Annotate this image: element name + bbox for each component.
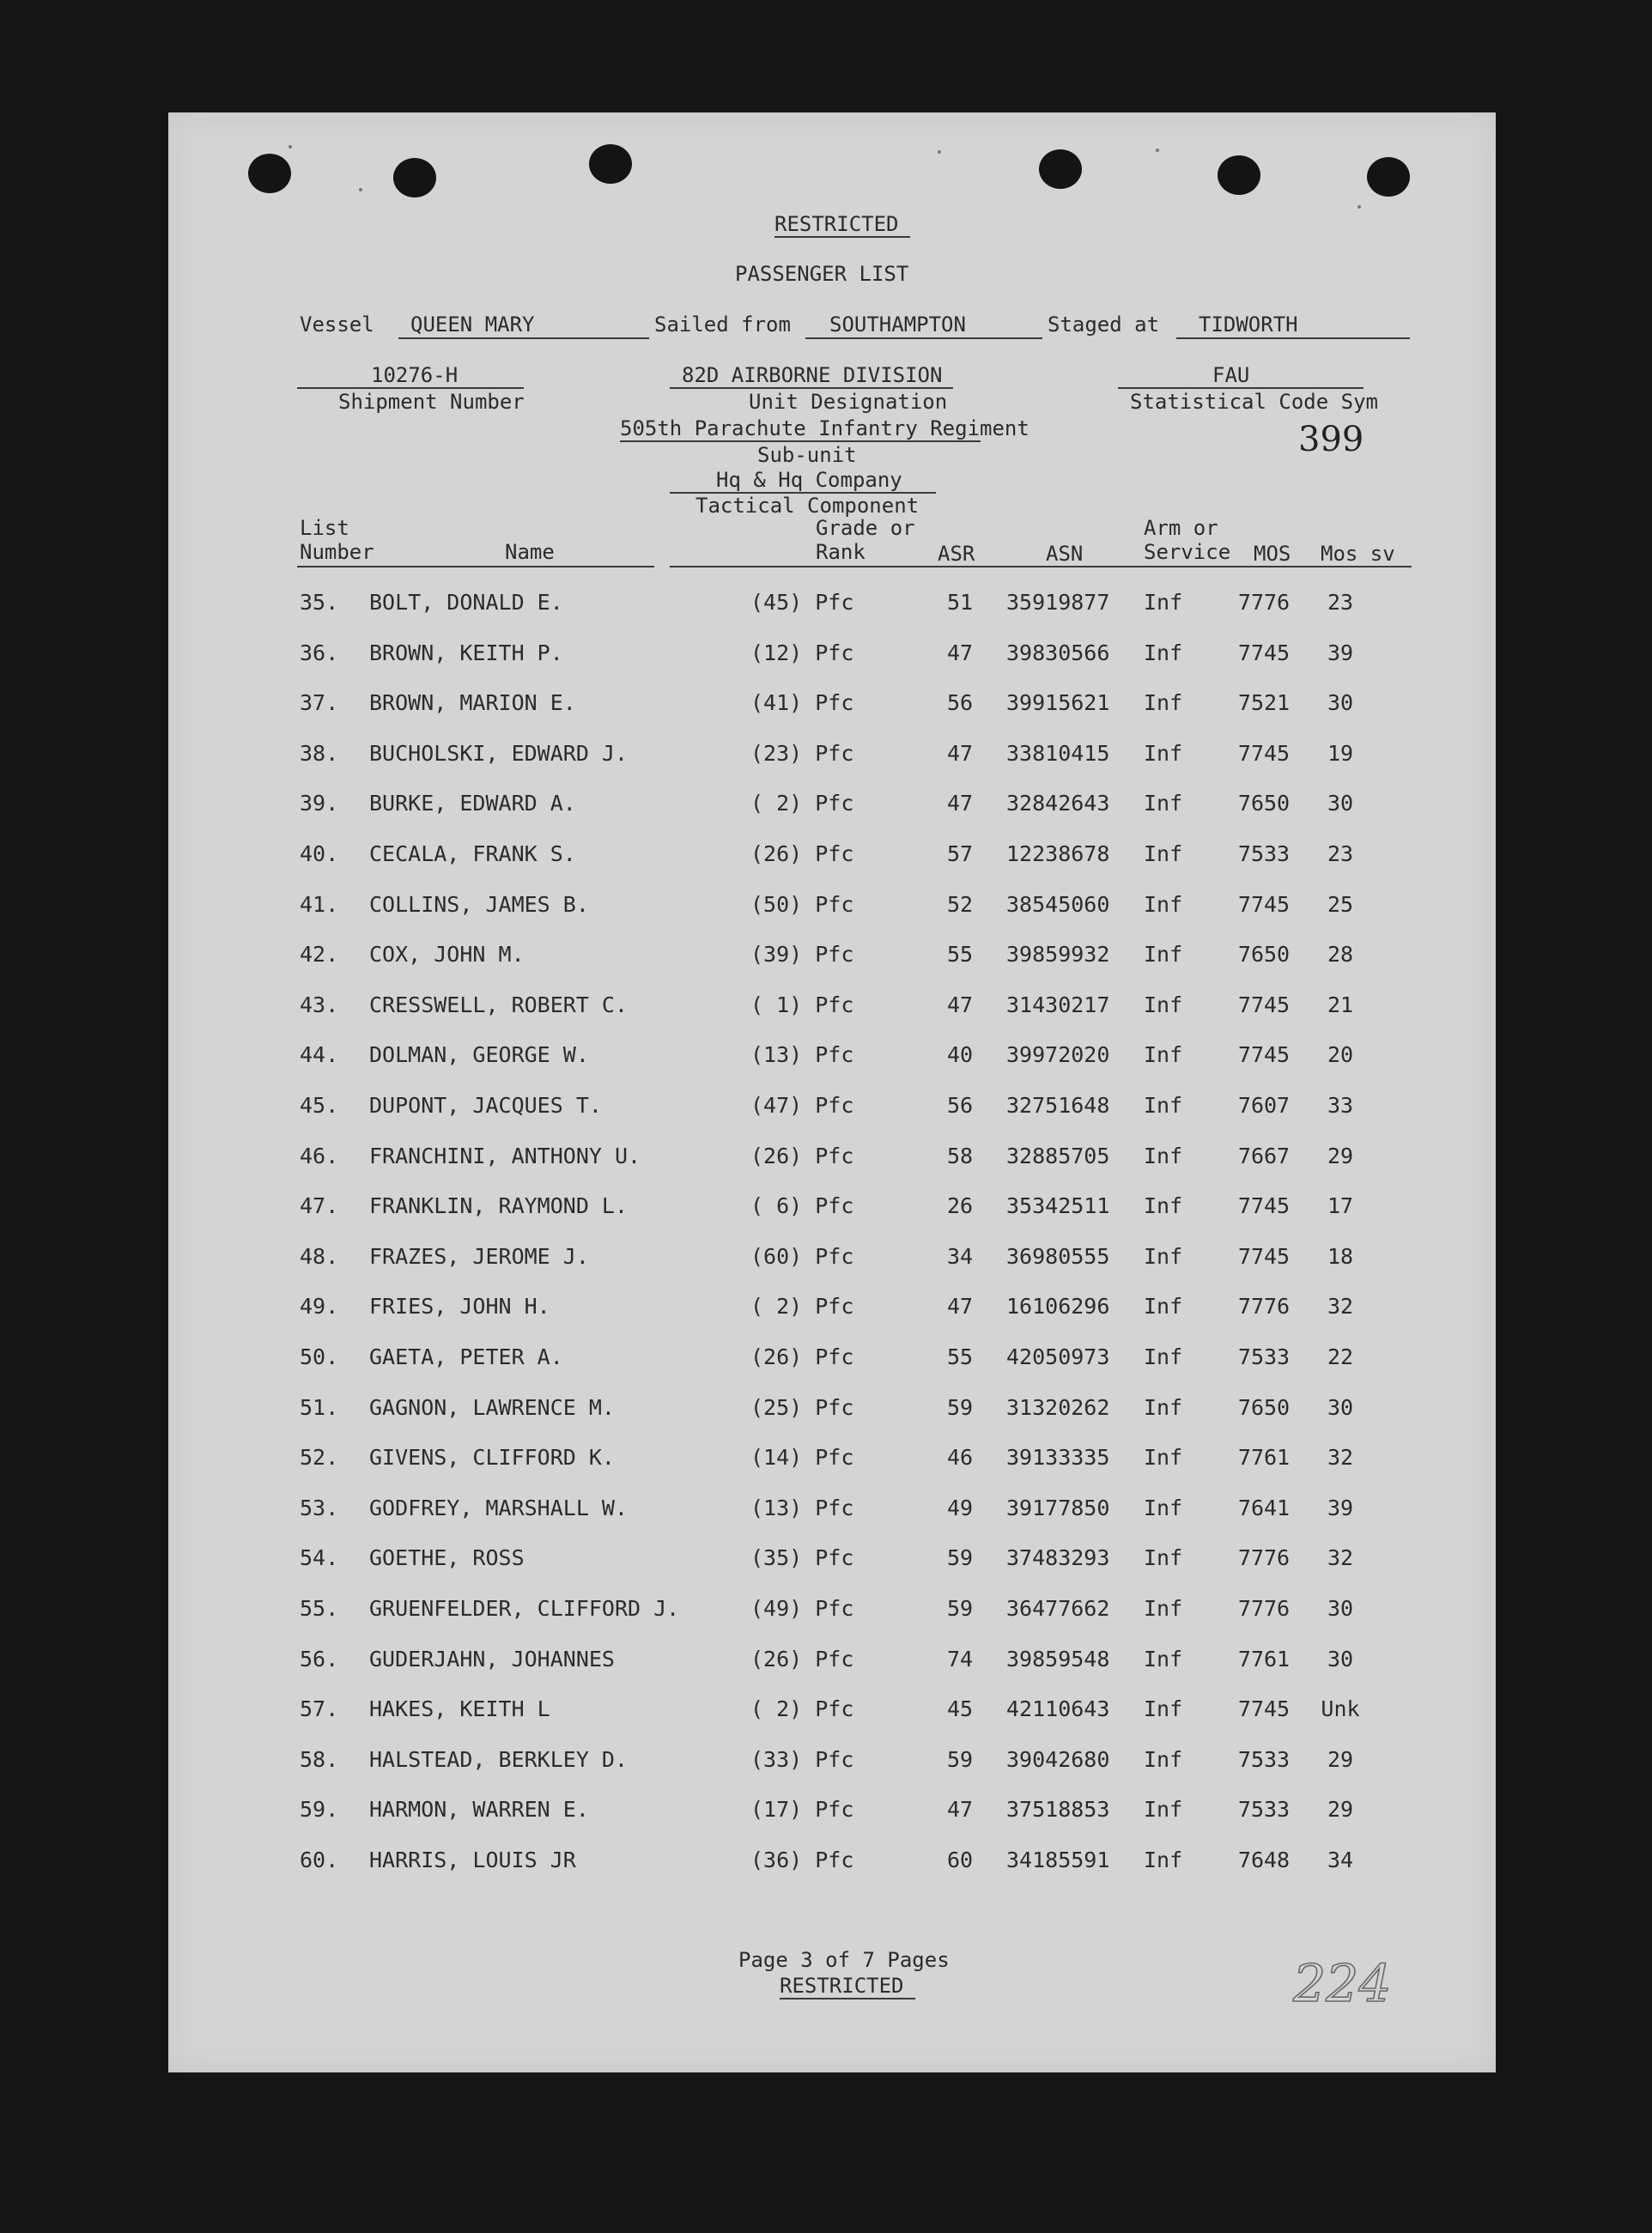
table-row (168, 1596, 1496, 1630)
list-number: 39. (300, 791, 339, 816)
passenger-name: DOLMAN, GEORGE W. (369, 1042, 589, 1068)
sailed-label: Sailed from (654, 312, 791, 337)
asn-value: 39859548 (1006, 1646, 1110, 1672)
asn-value: 33810415 (1006, 740, 1110, 766)
doc-title: PASSENGER LIST (735, 262, 909, 286)
passenger-name: GODFREY, MARSHALL W. (369, 1495, 629, 1520)
table-row (168, 590, 1496, 624)
punch-hole (393, 158, 436, 197)
asr-value: 55 (946, 1344, 974, 1369)
asr-value: 60 (946, 1848, 974, 1872)
passenger-name: CRESSWELL, ROBERT C. (369, 992, 629, 1017)
passenger-name: GOETHE, ROSS (369, 1545, 525, 1571)
passenger-name: HARMON, WARREN E. (369, 1797, 589, 1823)
arm-service: Inf (1144, 1093, 1183, 1118)
grade-rank: (26) Pfc (750, 1143, 854, 1168)
passenger-name: HALSTEAD, BERKLEY D. (369, 1746, 629, 1772)
arm-service: Inf (1144, 992, 1183, 1017)
arm-service: Inf (1144, 1394, 1183, 1420)
col-grade-2: Rank (816, 540, 865, 564)
asn-value: 35919877 (1006, 590, 1110, 615)
asn-value: 32751648 (1006, 1093, 1110, 1118)
mos-value: 7648 (1237, 1848, 1291, 1872)
grade-rank: (26) Pfc (750, 841, 854, 866)
asr-value: 59 (946, 1545, 974, 1571)
stat-underline (1118, 387, 1364, 389)
mos-sv-value: 21 (1327, 992, 1354, 1017)
asn-value: 37483293 (1006, 1545, 1110, 1571)
list-number: 50. (300, 1344, 339, 1369)
arm-service: Inf (1144, 1193, 1183, 1219)
mos-value: 7776 (1237, 1545, 1291, 1571)
arm-service: Inf (1144, 590, 1183, 615)
subunit-underline (620, 440, 981, 442)
document-page (168, 112, 1496, 2072)
pencil-number (1285, 1948, 1456, 2017)
list-number: 41. (300, 891, 339, 917)
table-row (168, 1244, 1496, 1278)
mos-value: 7745 (1237, 640, 1291, 665)
asr-value: 47 (946, 740, 974, 766)
asr-value: 34 (946, 1243, 974, 1269)
table-row (168, 942, 1496, 976)
table-row (168, 640, 1496, 675)
unit-underline (670, 387, 953, 389)
stat-code: FAU (1212, 363, 1250, 387)
table-row (168, 1344, 1496, 1379)
list-number: 48. (300, 1243, 339, 1269)
asn-value: 32885705 (1006, 1143, 1110, 1168)
mos-value: 7667 (1237, 1143, 1291, 1168)
mos-sv-value: 30 (1327, 1394, 1354, 1420)
mos-value: 7761 (1237, 1646, 1291, 1672)
arm-service: Inf (1144, 1445, 1183, 1471)
col-mos: MOS (1254, 542, 1291, 566)
asn-value: 39177850 (1006, 1495, 1110, 1520)
asn-value: 36980555 (1006, 1243, 1110, 1269)
passenger-name: COX, JOHN M. (369, 942, 525, 968)
table-row (168, 1696, 1496, 1731)
mos-sv-value: 17 (1327, 1193, 1354, 1219)
grade-rank: ( 2) Pfc (750, 1696, 854, 1722)
mos-value: 7533 (1237, 841, 1291, 866)
asr-value: 51 (946, 590, 974, 615)
grade-rank: ( 2) Pfc (750, 791, 854, 816)
col-arm-2: Service (1144, 540, 1231, 564)
table-row (168, 841, 1496, 876)
unit-label: Unit Designation (749, 390, 948, 414)
arm-service: Inf (1144, 1344, 1183, 1369)
passenger-name: GIVENS, CLIFFORD K. (369, 1445, 615, 1471)
col-asr: ASR (938, 542, 975, 566)
sailed-underline (805, 337, 1042, 339)
passenger-name: GUDERJAHN, JOHANNES (369, 1646, 615, 1672)
mos-value: 7776 (1237, 1596, 1291, 1621)
sailed-value: SOUTHAMPTON (829, 312, 966, 337)
arm-service: Inf (1144, 1495, 1183, 1520)
table-row (168, 992, 1496, 1027)
passenger-name: FRAZES, JEROME J. (369, 1243, 589, 1269)
subunit-label: Sub-unit (757, 443, 857, 467)
grade-rank: (12) Pfc (750, 640, 854, 665)
table-row (168, 1545, 1496, 1580)
asn-value: 12238678 (1006, 841, 1110, 866)
asn-value: 38545060 (1006, 891, 1110, 917)
grade-rank: (26) Pfc (750, 1344, 854, 1369)
asn-value: 42050973 (1006, 1344, 1110, 1369)
mos-value: 7745 (1237, 1243, 1291, 1269)
passenger-name: BURKE, EDWARD A. (369, 791, 576, 816)
paper-speck (938, 150, 941, 154)
list-number: 47. (300, 1193, 339, 1219)
table-row (168, 741, 1496, 775)
arm-service: Inf (1144, 1596, 1183, 1621)
handwritten-number: 399 (1298, 420, 1364, 459)
mos-value: 7533 (1237, 1746, 1291, 1772)
passenger-name: BOLT, DONALD E. (369, 590, 563, 615)
table-row (168, 1747, 1496, 1781)
grade-rank: (33) Pfc (750, 1746, 854, 1772)
col-name: Name (505, 540, 555, 564)
arm-service: Inf (1144, 1696, 1183, 1722)
mos-value: 7776 (1237, 590, 1291, 615)
grade-rank: (13) Pfc (750, 1495, 854, 1520)
heading-underline-right (670, 566, 1412, 567)
asr-value: 59 (946, 1746, 974, 1772)
asn-value: 39972020 (1006, 1042, 1110, 1068)
restricted-top-underline (774, 236, 910, 238)
asr-value: 74 (946, 1646, 974, 1672)
asr-value: 47 (946, 1294, 974, 1320)
col-mos-sv: Mos sv (1321, 542, 1395, 566)
staged-value: TIDWORTH (1199, 312, 1298, 337)
list-number: 36. (300, 640, 339, 665)
pencil-number-text: 224 (1293, 1954, 1392, 2014)
mos-sv-value: 25 (1327, 891, 1354, 917)
punch-hole (589, 144, 632, 184)
table-row (168, 1042, 1496, 1077)
mos-sv-value: 20 (1327, 1042, 1354, 1068)
asr-value: 56 (946, 1093, 974, 1118)
vessel-label: Vessel (300, 312, 374, 337)
list-number: 51. (300, 1394, 339, 1420)
grade-rank: (36) Pfc (750, 1848, 854, 1872)
mos-sv-value: 32 (1327, 1294, 1354, 1320)
grade-rank: (45) Pfc (750, 590, 854, 615)
passenger-name: COLLINS, JAMES B. (369, 891, 589, 917)
arm-service: Inf (1144, 1646, 1183, 1672)
asn-value: 32842643 (1006, 791, 1110, 816)
mos-sv-value: 39 (1327, 640, 1354, 665)
grade-rank: (14) Pfc (750, 1445, 854, 1471)
asn-value: 37518853 (1006, 1797, 1110, 1823)
list-number: 58. (300, 1746, 339, 1772)
passenger-name: HARRIS, LOUIS JR (369, 1848, 576, 1872)
asn-value: 42110643 (1006, 1696, 1110, 1722)
asr-value: 26 (946, 1193, 974, 1219)
arm-service: Inf (1144, 1545, 1183, 1571)
mos-value: 7533 (1237, 1344, 1291, 1369)
grade-rank: (13) Pfc (750, 1042, 854, 1068)
grade-rank: (25) Pfc (750, 1394, 854, 1420)
unit-designation: 82D AIRBORNE DIVISION (682, 363, 943, 387)
list-number: 54. (300, 1545, 339, 1571)
mos-value: 7521 (1237, 690, 1291, 716)
mos-sv-value: 30 (1327, 690, 1354, 716)
table-row (168, 1294, 1496, 1328)
passenger-name: DUPONT, JACQUES T. (369, 1093, 602, 1118)
mos-sv-value: 30 (1327, 1596, 1354, 1621)
asn-value: 34185591 (1006, 1848, 1110, 1872)
mos-sv-value: 32 (1327, 1545, 1354, 1571)
mos-sv-value: 23 (1327, 841, 1354, 866)
paper-speck (359, 188, 362, 191)
list-number: 56. (300, 1646, 339, 1672)
shipment-label: Shipment Number (338, 390, 525, 414)
col-arm-1: Arm or (1144, 516, 1218, 540)
asr-value: 58 (946, 1143, 974, 1168)
grade-rank: ( 6) Pfc (750, 1193, 854, 1219)
col-list-1: List (300, 516, 349, 540)
passenger-name: FRIES, JOHN H. (369, 1294, 550, 1320)
staged-label: Staged at (1048, 312, 1160, 337)
asr-value: 46 (946, 1445, 974, 1471)
list-number: 35. (300, 590, 339, 615)
table-row (168, 1093, 1496, 1127)
list-number: 43. (300, 992, 339, 1017)
asn-value: 16106296 (1006, 1294, 1110, 1320)
arm-service: Inf (1144, 1294, 1183, 1320)
stat-label: Statistical Code Sym (1130, 390, 1378, 414)
table-row (168, 892, 1496, 926)
arm-service: Inf (1144, 891, 1183, 917)
passenger-name: GAETA, PETER A. (369, 1344, 563, 1369)
arm-service: Inf (1144, 1797, 1183, 1823)
mos-sv-value: 18 (1327, 1243, 1354, 1269)
table-row (168, 1496, 1496, 1530)
mos-sv-value: 29 (1327, 1797, 1354, 1823)
arm-service: Inf (1144, 640, 1183, 665)
grade-rank: (23) Pfc (750, 740, 854, 766)
grade-rank: (60) Pfc (750, 1243, 854, 1269)
mos-value: 7745 (1237, 1193, 1291, 1219)
arm-service: Inf (1144, 942, 1183, 968)
subunit-value: 505th Parachute Infantry Regiment (620, 416, 1029, 440)
asn-value: 39830566 (1006, 640, 1110, 665)
passenger-name: FRANKLIN, RAYMOND L. (369, 1193, 629, 1219)
asn-value: 31320262 (1006, 1394, 1110, 1420)
grade-rank: (49) Pfc (750, 1596, 854, 1621)
grade-rank: ( 1) Pfc (750, 992, 854, 1017)
asr-value: 59 (946, 1596, 974, 1621)
list-number: 60. (300, 1848, 339, 1872)
mos-sv-value: 22 (1327, 1344, 1354, 1369)
list-number: 57. (300, 1696, 339, 1722)
grade-rank: ( 2) Pfc (750, 1294, 854, 1320)
punch-hole (1367, 157, 1410, 197)
asr-value: 40 (946, 1042, 974, 1068)
mos-value: 7776 (1237, 1294, 1291, 1320)
list-number: 37. (300, 690, 339, 716)
list-number: 46. (300, 1143, 339, 1168)
asr-value: 47 (946, 640, 974, 665)
col-asn: ASN (1046, 542, 1084, 566)
shipment-number: 10276-H (371, 363, 459, 387)
passenger-name: CECALA, FRANK S. (369, 841, 576, 866)
table-row (168, 1797, 1496, 1831)
punch-hole (248, 154, 291, 193)
mos-sv-value: 29 (1327, 1746, 1354, 1772)
mos-value: 7650 (1237, 791, 1291, 816)
list-number: 40. (300, 841, 339, 866)
mos-sv-value: 30 (1327, 791, 1354, 816)
list-number: 49. (300, 1294, 339, 1320)
mos-value: 7745 (1237, 891, 1291, 917)
asn-value: 36477662 (1006, 1596, 1110, 1621)
mos-sv-value: 23 (1327, 590, 1354, 615)
mos-sv-value: 32 (1327, 1445, 1354, 1471)
vessel-underline (398, 337, 649, 339)
mos-value: 7650 (1237, 942, 1291, 968)
asr-value: 57 (946, 841, 974, 866)
punch-hole (1218, 155, 1260, 195)
mos-value: 7745 (1237, 992, 1291, 1017)
mos-value: 7533 (1237, 1797, 1291, 1823)
page-number: Page 3 of 7 Pages (738, 1948, 950, 1972)
asr-value: 49 (946, 1495, 974, 1520)
arm-service: Inf (1144, 841, 1183, 866)
table-row (168, 1445, 1496, 1479)
asn-value: 35342511 (1006, 1193, 1110, 1219)
table-row (168, 1193, 1496, 1228)
grade-rank: (39) Pfc (750, 942, 854, 968)
mos-value: 7641 (1237, 1495, 1291, 1520)
asn-value: 31430217 (1006, 992, 1110, 1017)
passenger-name: HAKES, KEITH L (369, 1696, 550, 1722)
mos-value: 7745 (1237, 1042, 1291, 1068)
asr-value: 52 (946, 891, 974, 917)
arm-service: Inf (1144, 1746, 1183, 1772)
list-number: 53. (300, 1495, 339, 1520)
asn-value: 39042680 (1006, 1746, 1110, 1772)
grade-rank: (35) Pfc (750, 1545, 854, 1571)
heading-underline-left (297, 566, 654, 567)
paper-speck (1357, 205, 1361, 209)
mos-sv-value: 28 (1327, 942, 1354, 968)
arm-service: Inf (1144, 1042, 1183, 1068)
restricted-top: RESTRICTED (774, 212, 899, 236)
mos-sv-value: Unk (1321, 1696, 1360, 1722)
mos-value: 7745 (1237, 740, 1291, 766)
grade-rank: (41) Pfc (750, 690, 854, 716)
restricted-bottom-underline (780, 1998, 915, 1999)
col-list-2: Number (300, 540, 374, 564)
list-number: 52. (300, 1445, 339, 1471)
arm-service: Inf (1144, 1143, 1183, 1168)
passenger-name: GRUENFELDER, CLIFFORD J. (369, 1596, 680, 1621)
passenger-name: BUCHOLSKI, EDWARD J. (369, 740, 629, 766)
table-row (168, 1647, 1496, 1681)
asn-value: 39133335 (1006, 1445, 1110, 1471)
grade-rank: (17) Pfc (750, 1797, 854, 1823)
grade-rank: (47) Pfc (750, 1093, 854, 1118)
asn-value: 39915621 (1006, 690, 1110, 716)
table-row (168, 690, 1496, 725)
mos-sv-value: 30 (1327, 1646, 1354, 1672)
list-number: 45. (300, 1093, 339, 1118)
punch-hole (1039, 149, 1082, 189)
grade-rank: (26) Pfc (750, 1646, 854, 1672)
list-number: 59. (300, 1797, 339, 1823)
table-row (168, 791, 1496, 825)
asr-value: 59 (946, 1394, 974, 1420)
shipment-underline (297, 387, 524, 389)
arm-service: Inf (1144, 740, 1183, 766)
mos-sv-value: 19 (1327, 740, 1354, 766)
vessel-value: QUEEN MARY (410, 312, 535, 337)
tactical-label: Tactical Component (695, 494, 920, 518)
table-row (168, 1848, 1496, 1882)
tactical-value: Hq & Hq Company (716, 468, 902, 492)
arm-service: Inf (1144, 791, 1183, 816)
asr-value: 55 (946, 942, 974, 968)
passenger-name: GAGNON, LAWRENCE M. (369, 1394, 615, 1420)
mos-sv-value: 39 (1327, 1495, 1354, 1520)
list-number: 55. (300, 1596, 339, 1621)
paper-speck (288, 145, 292, 149)
table-row (168, 1395, 1496, 1429)
grade-rank: (50) Pfc (750, 891, 854, 917)
restricted-bottom: RESTRICTED (780, 1974, 904, 1998)
mos-sv-value: 34 (1327, 1848, 1354, 1872)
arm-service: Inf (1144, 1243, 1183, 1269)
list-number: 42. (300, 942, 339, 968)
asr-value: 56 (946, 690, 974, 716)
list-number: 44. (300, 1042, 339, 1068)
list-number: 38. (300, 740, 339, 766)
mos-value: 7761 (1237, 1445, 1291, 1471)
mos-value: 7650 (1237, 1394, 1291, 1420)
table-row (168, 1144, 1496, 1178)
asr-value: 45 (946, 1696, 974, 1722)
asr-value: 47 (946, 992, 974, 1017)
mos-value: 7607 (1237, 1093, 1291, 1118)
passenger-name: BROWN, MARION E. (369, 690, 576, 716)
staged-underline (1176, 337, 1410, 339)
arm-service: Inf (1144, 690, 1183, 716)
arm-service: Inf (1144, 1848, 1183, 1872)
paper-speck (1156, 149, 1159, 152)
asn-value: 39859932 (1006, 942, 1110, 968)
asr-value: 47 (946, 1797, 974, 1823)
mos-value: 7745 (1237, 1696, 1291, 1722)
mos-sv-value: 29 (1327, 1143, 1354, 1168)
col-grade-1: Grade or (816, 516, 915, 540)
mos-sv-value: 33 (1327, 1093, 1354, 1118)
passenger-name: BROWN, KEITH P. (369, 640, 563, 665)
asr-value: 47 (946, 791, 974, 816)
passenger-name: FRANCHINI, ANTHONY U. (369, 1143, 641, 1168)
